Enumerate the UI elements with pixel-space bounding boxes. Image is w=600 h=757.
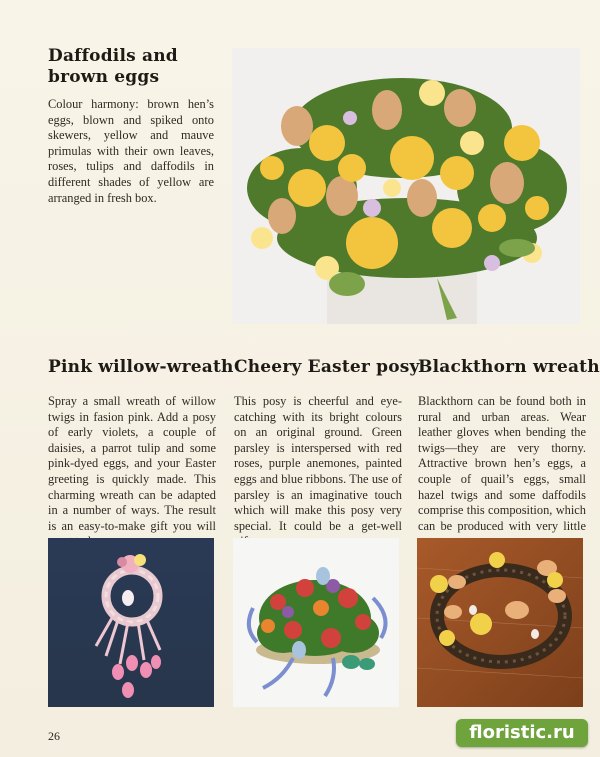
blackthorn-column xyxy=(418,357,600,550)
blackthorn-title: Blackthorn wreath xyxy=(418,357,600,377)
willow-title: Pink willow-wreath xyxy=(48,357,234,377)
daffodils-title: Daffodils and brown eggs xyxy=(48,46,178,87)
daffodils-photo xyxy=(232,48,580,324)
blackthorn-wreath-photo xyxy=(417,538,583,707)
watermark-logo: floristic.ru xyxy=(456,719,588,747)
posy-title: Cheery Easter posy xyxy=(234,357,420,377)
willow-wreath-photo xyxy=(48,538,214,707)
blackthorn-text: Blackthorn can be found both in rural and urban areas. Wear leather gloves when bending the twigs—they are very thorny. Attractive brown hen’s eggs, a couple of quail’s eggs, small hazel twigs and some daffodils comprise this composition, which can be produced with very little xyxy=(418,394,586,533)
daffodils-text: Colour harmony: brown hen’s eggs, blown and spiked onto skewers, yellow and mauve primulas with their own leaves, roses, tulips and daffodils in different shades of yellow are arranged in fresh box. xyxy=(48,97,214,205)
willow-text: Spray a small wreath of willow twigs in fasion pink. Add a posy of early violets, a couple of daisies, a parrot tulip and some pink-dyed eggs, and your Easter greeting is quickly made. This charming wreath can be adapted in a number of ways. The result is an easy-to-make gift you will xyxy=(48,394,216,533)
page-number: 26 xyxy=(48,729,60,743)
posy-text: This posy is cheerful and eye-catching with its bright colours on an original ground. Green parsley is interspersed with red roses, purple anemones, painted eggs and blue ribbons. The use of parsley is an imaginative touch which will make this posy very special. It could be a get-well xyxy=(234,394,402,533)
willow-column xyxy=(48,357,234,550)
posy-column xyxy=(234,357,420,550)
easter-posy-photo xyxy=(233,538,399,707)
